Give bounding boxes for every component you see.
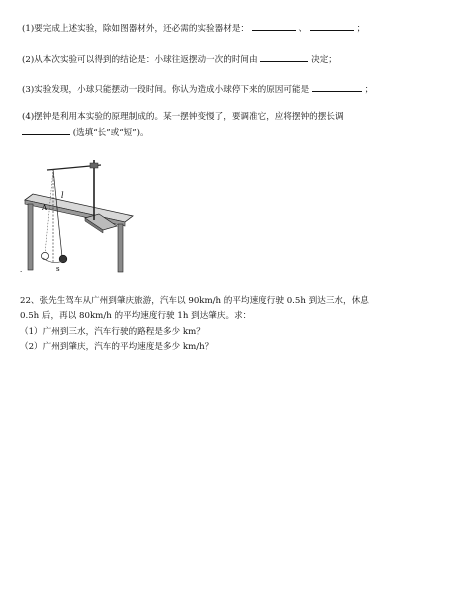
problem-22-line-2 <box>20 311 251 322</box>
label-l: l <box>61 191 64 200</box>
question-2-end: 决定； <box>311 55 337 65</box>
stray-dot: . <box>20 266 23 274</box>
problem-22-line-1 <box>20 296 369 307</box>
problem-22-text-2: 0.5h 后，再以 80km/h 的平均速度行驶 1h 到达肇庆。求： <box>20 311 252 321</box>
question-1-separator: 、 <box>298 24 308 34</box>
question-4-line-1 <box>22 112 344 123</box>
label-s: s <box>56 265 60 273</box>
problem-22-sub-2 <box>20 342 213 353</box>
question-4-line-2 <box>22 126 149 139</box>
question-4-hint: (选填“长”或“短”)。 <box>72 128 149 138</box>
ball-position-left <box>41 252 48 259</box>
question-1 <box>22 22 365 35</box>
table-leg <box>118 224 123 272</box>
answer-blank[interactable] <box>252 22 296 31</box>
pendulum-figure <box>19 156 137 276</box>
question-3 <box>22 83 373 96</box>
problem-22-subquestion-2: （2）广州到肇庆，汽车的平均速度是多少 km/h？ <box>20 342 214 352</box>
question-1-text: (1)要完成上述实验，除如图器材外，还必需的实验器材是： <box>22 24 250 34</box>
problem-22-subquestion-1: （1）广州到三水，汽车行驶的路程是多少 km？ <box>20 327 205 337</box>
problem-22-text-1: 22、张先生驾车从广州到肇庆旅游，汽车以 90km/h 的平均速度行驶 0.5h 到达三水，休息 <box>20 296 369 306</box>
answer-blank[interactable] <box>310 22 354 31</box>
answer-blank[interactable] <box>22 126 70 135</box>
answer-blank[interactable] <box>260 53 308 62</box>
table-leg <box>28 204 33 270</box>
answer-blank[interactable] <box>312 83 362 92</box>
problem-22-sub-1 <box>20 327 205 338</box>
pendulum-string <box>53 169 62 257</box>
question-2-text: (2)从本次实验可以得到的结论是：小球往返摆动一次的时间由 <box>22 55 258 65</box>
pendulum-illustration <box>19 156 137 276</box>
question-3-text: (3)实验发现，小球只能摆动一段时间。你认为造成小球停下来的原因可能是 <box>22 85 310 95</box>
question-3-end: ； <box>364 85 374 95</box>
label-a: A <box>42 204 48 212</box>
question-2 <box>22 53 337 66</box>
question-1-end: ； <box>356 24 366 34</box>
question-4-text: (4)摆钟是利用本实验的原理制成的。某一摆钟变慢了，要调准它，应将摆钟的摆长调 <box>22 112 344 122</box>
clamp <box>90 163 98 168</box>
